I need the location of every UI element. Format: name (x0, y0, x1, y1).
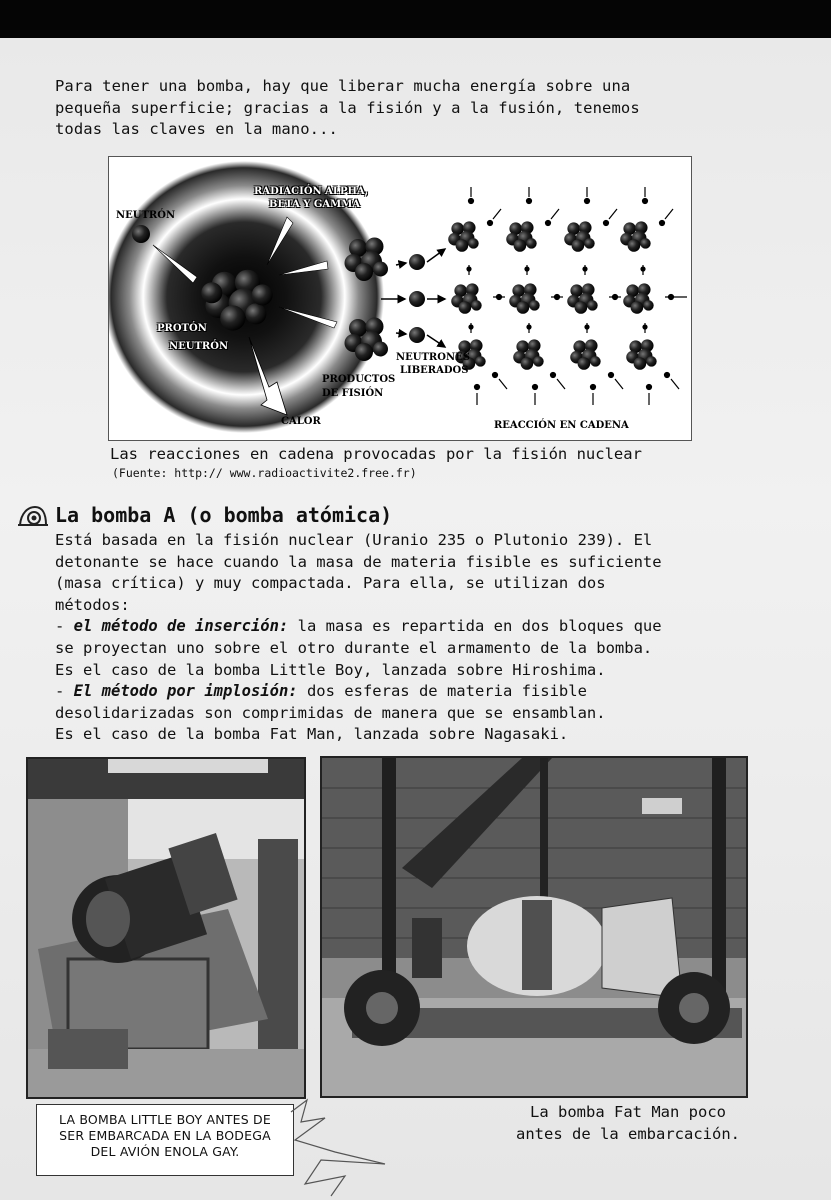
body-line: Es el caso de la bomba Fat Man, lanzada sobre Nagasaki. (55, 725, 569, 744)
little-boy-image (28, 759, 304, 1097)
method-implosion-term: El método por implosión: (73, 682, 298, 701)
top-black-bar (0, 0, 831, 38)
caption-line: antes de la embarcación. (516, 1125, 740, 1143)
method-insertion-term: el método de inserción: (73, 617, 289, 636)
label-products-1: PRODUCTOS (322, 374, 396, 385)
intro-line: Para tener una bomba, hay que liberar mucha energía sobre una (55, 77, 631, 95)
method-implosion-text: dos esferas de materia fisible (297, 682, 587, 701)
intro-paragraph (55, 76, 775, 141)
caption-tail-decoration (285, 1092, 395, 1200)
label-neutron: NEUTRÓN (116, 210, 176, 221)
body-line: Está basada en la fisión nuclear (Uranio 235 o Plutonio 239). El (55, 531, 653, 549)
fat-man-photo (320, 756, 748, 1098)
caption-line: La bomba Fat Man poco (530, 1103, 726, 1121)
intro-line: todas las claves en la mano... (55, 120, 338, 138)
label-heat: CALOR (281, 416, 321, 427)
diagram-caption: Las reacciones en cadena provocadas por la fisión nuclear (110, 445, 642, 463)
caption-line: LA BOMBA LITTLE BOY ANTES DE (59, 1112, 271, 1127)
body-line: desolidarizadas son comprimidas de manera que se ensamblan. (55, 703, 606, 722)
label-proton: PROTÓN (157, 323, 207, 334)
caption-line: DEL AVIÓN ENOLA GAY. (90, 1144, 240, 1159)
label-released-1: NEUTRONES (396, 352, 470, 363)
body-line: se proyectan uno sobre el otro durante el armamento de la bomba. (55, 638, 653, 657)
fission-illustration (109, 157, 691, 440)
label-products-2: DE FISIÓN (322, 388, 384, 399)
intro-line: pequeña superficie; gracias a la fisión y a la fusión, tenemos (55, 98, 640, 117)
fat-man-caption (478, 1101, 778, 1145)
label-chain-reaction: REACCIÓN EN CADENA (494, 420, 629, 431)
method-insertion-line (55, 616, 795, 638)
fat-man-image (322, 758, 746, 1096)
body-line: Es el caso de la bomba Little Boy, lanzada sobre Hiroshima. (55, 660, 606, 679)
label-neutron-nucleus: NEUTRÓN (169, 341, 229, 352)
label-radiation-2: BETA Y GAMMA (269, 199, 361, 210)
method-insertion-text: la masa es repartida en dos bloques que (288, 617, 662, 636)
method-implosion-line (55, 681, 795, 703)
fission-diagram (108, 156, 692, 441)
body-line: (masa crítica) y muy compactada. Para ella, se utilizan dos (55, 574, 606, 593)
body-line: detonante se hace cuando la masa de materia fisible es suficiente (55, 552, 662, 571)
section-body (55, 530, 795, 746)
body-line: métodos: (55, 595, 130, 614)
bullet-dash: - (55, 682, 74, 701)
section-title: La bomba A (o bomba atómica) (55, 503, 393, 527)
bullet-dash: - (55, 617, 74, 636)
label-released-2: LIBERADOS (400, 365, 469, 376)
little-boy-photo (26, 757, 306, 1099)
diagram-source: (Fuente: http:// www.radioactivite2.free.fr) (112, 466, 417, 480)
caption-line: SER EMBARCADA EN LA BODEGA (59, 1128, 271, 1143)
atom-bullet-icon (18, 505, 48, 527)
label-radiation-1: RADIACIÓN ALPHA, (254, 186, 369, 197)
little-boy-caption-box (36, 1104, 294, 1176)
